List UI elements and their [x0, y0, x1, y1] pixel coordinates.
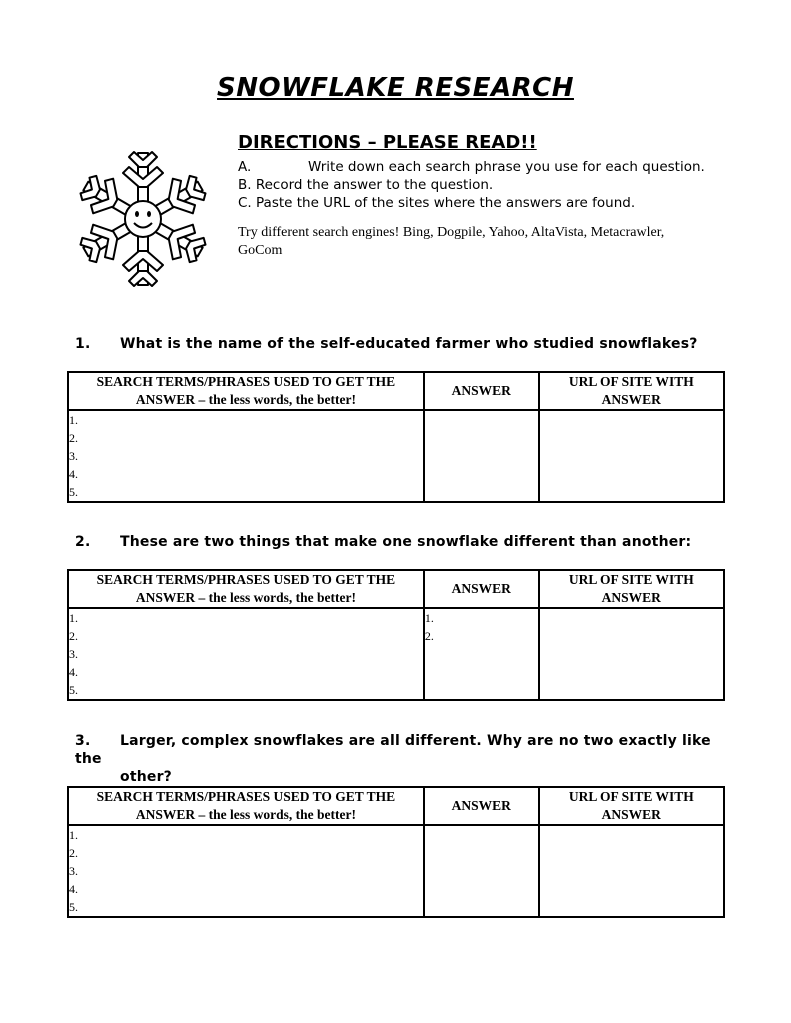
- question-text-continued: other?: [120, 769, 172, 785]
- row-number: 2.: [69, 431, 78, 445]
- answer-cell[interactable]: [424, 608, 539, 700]
- direction-c: C. Paste the URL of the sites where the answers are found.: [238, 195, 636, 211]
- answer-number: 1.: [424, 611, 434, 625]
- question-number: 2.: [75, 534, 91, 550]
- search-engines-tip: Try different search engines! Bing, Dogpile, Yahoo, AltaVista, Metacrawler, GoCom: [238, 225, 665, 258]
- row-number: 3.: [69, 449, 78, 463]
- snowflake-icon: [68, 144, 218, 294]
- row-number: 2.: [69, 629, 78, 643]
- row-number: 5.: [69, 683, 78, 697]
- direction-a-text: Write down each search phrase you use for each question.: [308, 159, 705, 175]
- table-header-row: [68, 570, 724, 608]
- answer-cell[interactable]: [424, 410, 539, 502]
- header-search-terms: SEARCH TERMS/PHRASES USED TO GET THE ANSWER – the less words, the better!: [68, 570, 424, 608]
- row-number: 4.: [69, 665, 78, 679]
- answer-table-2: [67, 569, 725, 701]
- directions-heading: DIRECTIONS – PLEASE READ!!: [238, 132, 537, 153]
- url-cell[interactable]: [539, 608, 724, 700]
- answer-table-1: [67, 371, 725, 503]
- row-number: 4.: [69, 882, 78, 896]
- answer-number: 2.: [424, 629, 434, 643]
- question-text: What is the name of the self-educated farmer who studied snowflakes?: [120, 336, 698, 352]
- question-1: [75, 335, 735, 353]
- url-cell[interactable]: [539, 825, 724, 917]
- row-number: 5.: [69, 900, 78, 914]
- row-number: 5.: [69, 485, 78, 499]
- header-url: URL OF SITE WITH ANSWER: [539, 372, 724, 410]
- row-number: 3.: [69, 647, 78, 661]
- answer-table-3: [67, 786, 725, 918]
- search-terms-cell[interactable]: [68, 608, 424, 700]
- row-number: 1.: [69, 413, 78, 427]
- header-answer: ANSWER: [424, 570, 539, 608]
- table-header-row: [68, 787, 724, 825]
- table-header-row: [68, 372, 724, 410]
- table-row: [68, 410, 724, 502]
- table-row: [68, 825, 724, 917]
- question-number: 3.: [75, 733, 91, 749]
- directions-block: [238, 131, 718, 260]
- page-title: SNOWFLAKE RESEARCH: [217, 73, 574, 103]
- row-number: 2.: [69, 846, 78, 860]
- url-cell[interactable]: [539, 410, 724, 502]
- header-search-terms: SEARCH TERMS/PHRASES USED TO GET THE ANSWER – the less words, the better!: [68, 787, 424, 825]
- table-row: [68, 608, 724, 700]
- header-url: URL OF SITE WITH ANSWER: [539, 570, 724, 608]
- header-answer: ANSWER: [424, 787, 539, 825]
- search-terms-cell[interactable]: [68, 410, 424, 502]
- question-2: [75, 533, 735, 551]
- row-number: 1.: [69, 611, 78, 625]
- row-number: 4.: [69, 467, 78, 481]
- row-number: 3.: [69, 864, 78, 878]
- header-search-terms: SEARCH TERMS/PHRASES USED TO GET THE ANSWER – the less words, the better!: [68, 372, 424, 410]
- search-terms-cell[interactable]: [68, 825, 424, 917]
- header-url: URL OF SITE WITH ANSWER: [539, 787, 724, 825]
- direction-a: [238, 158, 718, 176]
- row-number: 1.: [69, 828, 78, 842]
- direction-b: B. Record the answer to the question.: [238, 177, 494, 193]
- question-number: 1.: [75, 336, 91, 352]
- header-answer: ANSWER: [424, 372, 539, 410]
- direction-a-label: A.: [238, 159, 252, 175]
- answer-cell[interactable]: [424, 825, 539, 917]
- question-text: Larger, complex snowflakes are all different. Why are no two exactly like the: [75, 733, 711, 767]
- question-3: [75, 732, 735, 786]
- question-text: These are two things that make one snowflake different than another:: [120, 534, 692, 550]
